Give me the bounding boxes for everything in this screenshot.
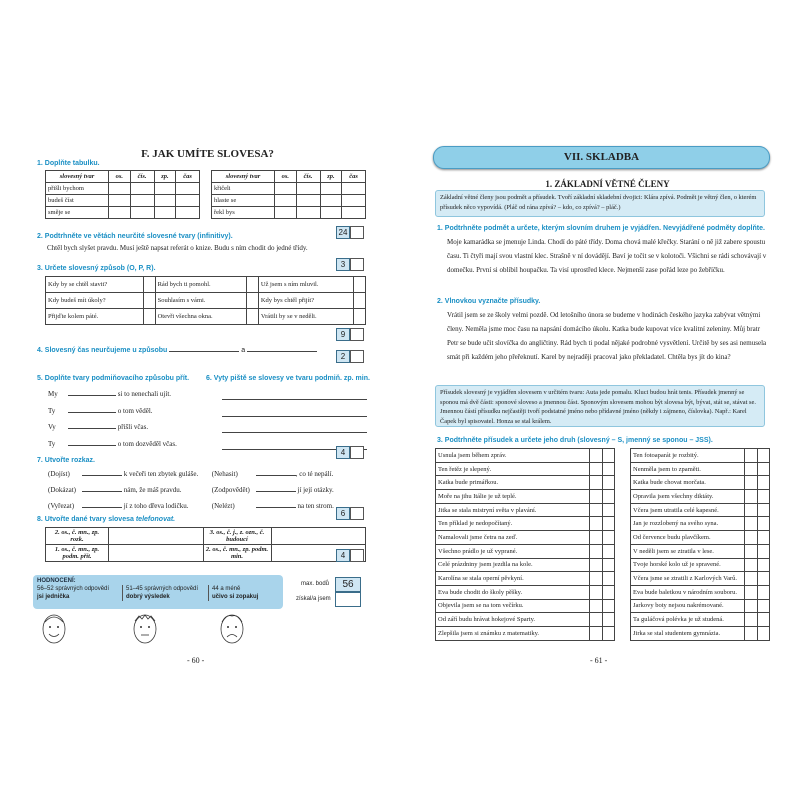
sentence-cell: V neděli jsem se ztratila v lese. bbox=[631, 544, 745, 558]
th-zp: zp. bbox=[154, 171, 176, 183]
table-row bbox=[436, 449, 615, 463]
table-row bbox=[436, 558, 615, 572]
rating-col bbox=[123, 585, 209, 601]
answer-cell[interactable] bbox=[320, 195, 342, 207]
ex7-verb: (Dokázat) bbox=[48, 486, 76, 494]
answer-cell[interactable] bbox=[745, 599, 757, 613]
ex3-max-points: 9 bbox=[336, 328, 350, 341]
ex7-rest: k večeři ten zbytek guláše. bbox=[123, 470, 199, 478]
answer-cell[interactable] bbox=[602, 490, 614, 504]
ex7-rest: jí z toho dřeva lodičku. bbox=[123, 502, 189, 510]
answer-cell[interactable] bbox=[602, 585, 614, 599]
table-row bbox=[631, 531, 770, 545]
answer-cell[interactable] bbox=[143, 309, 155, 325]
answer-cell[interactable] bbox=[246, 277, 258, 293]
ex7-verb: (Zodpovědět) bbox=[211, 486, 250, 494]
th-verb: slovesný tvar bbox=[46, 171, 109, 183]
answer-cell[interactable] bbox=[590, 462, 602, 476]
table-row bbox=[436, 503, 615, 517]
answer-cell[interactable] bbox=[130, 207, 154, 219]
table-row bbox=[436, 626, 615, 640]
ex6-answer-line[interactable] bbox=[222, 386, 367, 400]
sentence-cell: Karolína se stala operní pěvkyní. bbox=[436, 572, 590, 586]
table-row bbox=[631, 558, 770, 572]
answer-cell[interactable] bbox=[590, 449, 602, 463]
ex8-text: 8. Utvořte dané tvary slovesa bbox=[37, 516, 134, 523]
answer-cell[interactable] bbox=[590, 558, 602, 572]
mood-item: Kdy bys chtěl přijít? bbox=[258, 293, 353, 309]
chapter-title: VII. SKLADBA bbox=[563, 151, 640, 163]
ex4-and: a bbox=[241, 347, 246, 354]
sentence-cell: Od září budu hrávat hokejové Sparty. bbox=[436, 613, 590, 627]
answer-cell[interactable] bbox=[246, 309, 258, 325]
mood-item: Přijďte kolem páté. bbox=[46, 309, 144, 325]
answer-cell[interactable] bbox=[590, 503, 602, 517]
ex7-rest: jí její otázky. bbox=[297, 486, 334, 494]
predicate-table-left bbox=[435, 448, 615, 641]
sentence-cell: Jan je rozzlobený na svého syna. bbox=[631, 517, 745, 531]
answer-cell[interactable] bbox=[745, 490, 757, 504]
table-row bbox=[436, 531, 615, 545]
ex7-label: 7. Utvořte rozkaz. bbox=[37, 457, 95, 464]
ex2-max-points: 3 bbox=[336, 258, 350, 271]
answer-cell[interactable] bbox=[130, 183, 154, 195]
ex8-label bbox=[37, 516, 175, 523]
answer-cell[interactable] bbox=[757, 558, 769, 572]
answer-cell[interactable] bbox=[320, 183, 342, 195]
answer-cell[interactable] bbox=[109, 207, 131, 219]
ex7-blank[interactable] bbox=[256, 507, 296, 508]
sentence-cell: Ta guláčová polévka je už studená. bbox=[631, 613, 745, 627]
table-row bbox=[631, 544, 770, 558]
answer-cell[interactable] bbox=[109, 545, 204, 562]
th-os: os. bbox=[275, 171, 297, 183]
rating-verdict: učivo si zopakuj bbox=[212, 594, 259, 600]
sentence-cell: Namalovali jsme četra na zeď. bbox=[436, 531, 590, 545]
ex5-rest: přišli včas. bbox=[117, 423, 149, 431]
rating-verdict: dobrý výsledek bbox=[126, 594, 170, 600]
sentence-cell: Objevila jsem se na tom večírku. bbox=[436, 599, 590, 613]
ex6-lines bbox=[222, 386, 367, 450]
answer-cell[interactable] bbox=[342, 207, 366, 219]
answer-cell[interactable] bbox=[602, 449, 614, 463]
answer-cell[interactable] bbox=[296, 183, 320, 195]
th-zp: zp. bbox=[320, 171, 342, 183]
answer-cell[interactable] bbox=[590, 476, 602, 490]
max-points-value: 56 bbox=[335, 577, 361, 592]
rule-box-subject: Základní větné členy jsou podmět a přísudek. Tvoří základní skladební dvojici: Klára zpívá. Podmět je větný člen, o kterém přísudek něco vypovídá. (Pláč od rána zpívá? – kdo, co zpívá? – pláč.) bbox=[435, 190, 765, 217]
answer-cell[interactable] bbox=[757, 599, 769, 613]
answer-cell[interactable] bbox=[109, 528, 204, 545]
ex7-verb: (Dojíst) bbox=[48, 470, 70, 478]
answer-cell[interactable] bbox=[154, 207, 176, 219]
ex7-score-box[interactable] bbox=[350, 507, 364, 520]
answer-cell[interactable] bbox=[176, 207, 200, 219]
ex8-score-box[interactable] bbox=[350, 549, 364, 562]
r-ex3-label: 3. Podtrhněte přísudek a určete jeho druh (slovesný – S, jmenný se sponou – JSS). bbox=[437, 437, 713, 444]
answer-cell[interactable] bbox=[342, 195, 366, 207]
th-verb: slovesný tvar bbox=[212, 171, 275, 183]
sentence-cell: Zlepšila jsem si známku z matematiky. bbox=[436, 626, 590, 640]
ex5-blank[interactable] bbox=[68, 412, 116, 413]
answer-cell[interactable] bbox=[354, 293, 366, 309]
answer-cell[interactable] bbox=[602, 517, 614, 531]
answer-cell[interactable] bbox=[602, 613, 614, 627]
answer-cell[interactable] bbox=[154, 183, 176, 195]
answer-cell[interactable] bbox=[590, 613, 602, 627]
ex5-pronoun: Vy bbox=[48, 423, 56, 431]
ex1-score-box[interactable] bbox=[350, 226, 364, 239]
answer-cell[interactable] bbox=[757, 462, 769, 476]
ex1-label: 1. Doplňte tabulku. bbox=[37, 160, 100, 167]
ex8-form: 3. os., č. j., z. ozn., č. budoucí bbox=[203, 528, 271, 545]
ex8-form: 2. os., č. mn., zp. podm. min. bbox=[203, 545, 271, 562]
table-row bbox=[631, 503, 770, 517]
mood-item: Už jsem s ním mluvil. bbox=[258, 277, 353, 293]
table-row bbox=[436, 476, 615, 490]
rating-columns bbox=[37, 585, 279, 601]
ex5-blank[interactable] bbox=[68, 445, 116, 446]
answer-cell[interactable] bbox=[602, 558, 614, 572]
right-page bbox=[400, 0, 800, 800]
rating-range: 51–45 správných odpovědí bbox=[126, 586, 199, 592]
ex3-table bbox=[45, 276, 366, 325]
answer-cell[interactable] bbox=[130, 195, 154, 207]
ex5-blank[interactable] bbox=[68, 395, 116, 396]
ex4-blank-2[interactable] bbox=[247, 351, 317, 352]
th-os: os. bbox=[109, 171, 131, 183]
ex4-text: 4. Slovesný čas neurčujeme u způsobu bbox=[37, 347, 168, 354]
ex5-score-box[interactable] bbox=[350, 446, 364, 459]
predicate-table-right bbox=[630, 448, 770, 641]
ex7-row bbox=[48, 482, 368, 498]
rating-range: 44 a méně bbox=[212, 586, 241, 592]
ex5-blank[interactable] bbox=[68, 428, 116, 429]
table-row bbox=[436, 490, 615, 504]
rating-col bbox=[209, 585, 258, 601]
ex2-score-box[interactable] bbox=[350, 258, 364, 271]
sentence-cell: Moře na jihu Itálie je už teplé. bbox=[436, 490, 590, 504]
table-cell: budeš číst bbox=[46, 195, 109, 207]
answer-cell[interactable] bbox=[757, 449, 769, 463]
answer-cell[interactable] bbox=[275, 207, 297, 219]
sentence-cell: Všechno prádlo je už vyprané. bbox=[436, 544, 590, 558]
rating-col bbox=[37, 585, 123, 601]
ex4-label bbox=[37, 347, 317, 354]
sentence-cell: Katka bude primářkou. bbox=[436, 476, 590, 490]
got-points-label: získal/a jsem bbox=[296, 596, 331, 602]
answer-cell[interactable] bbox=[602, 572, 614, 586]
table-cell: řekl bys bbox=[212, 207, 275, 219]
answer-cell[interactable] bbox=[246, 293, 258, 309]
answer-cell[interactable] bbox=[176, 195, 200, 207]
ex7-row bbox=[48, 498, 368, 514]
ex7-blank[interactable] bbox=[82, 491, 122, 492]
table-row bbox=[631, 626, 770, 640]
table-row bbox=[631, 462, 770, 476]
table-row bbox=[631, 613, 770, 627]
mood-item: Vrátili by se v neděli. bbox=[258, 309, 353, 325]
rating-box bbox=[33, 575, 283, 609]
answer-cell[interactable] bbox=[602, 503, 614, 517]
rating-verdict: jsi jednička bbox=[37, 594, 70, 600]
ex1-table-left bbox=[45, 170, 200, 219]
r-ex2-text: Vrátil jsem se ze školy velmi pozdě. Od letošního února se budeme v hodinách českého jazyka zabývat větnými členy. Neměla jsme moc času na napsání domácího úkolu. Katka bude kupovat více kvalitní zeleniny. Můj bratr Petr se bude učit slovíčka do angličtiny. Rád bych ti podal nějaké podrobné vysvětlení. Určitě by ses asi nemusela smát při každém jeho přeřeknutí. Karel by nejraději pracoval jako překladatel. Chtěla bys jít do kina? bbox=[447, 311, 767, 361]
table-row bbox=[436, 544, 615, 558]
got-points-box[interactable] bbox=[335, 592, 361, 607]
ex8-form: 2. os., č. mn., zp. rozk. bbox=[46, 528, 109, 545]
table-row bbox=[631, 517, 770, 531]
answer-cell[interactable] bbox=[745, 544, 757, 558]
ex7-blank[interactable] bbox=[82, 507, 122, 508]
answer-cell[interactable] bbox=[143, 293, 155, 309]
answer-cell[interactable] bbox=[602, 462, 614, 476]
r-ex1-label: 1. Podtrhněte podmět a určete, kterým slovním druhem je vyjádřen. Nevyjádřené podměty doplňte. bbox=[437, 225, 765, 232]
answer-cell[interactable] bbox=[602, 599, 614, 613]
th-cas: čas bbox=[176, 171, 200, 183]
table-row bbox=[631, 599, 770, 613]
table-cell: přišli bychom bbox=[46, 183, 109, 195]
ex8-verb: telefonovat. bbox=[135, 516, 176, 523]
answer-cell[interactable] bbox=[757, 544, 769, 558]
answer-cell[interactable] bbox=[757, 626, 769, 640]
answer-cell[interactable] bbox=[154, 195, 176, 207]
ex6-label: 6. Vyty piště se slovesy ve tvaru podmiň. zp. min. bbox=[206, 375, 370, 382]
ex7-row bbox=[48, 466, 368, 482]
neutral-face-icon bbox=[131, 612, 159, 646]
r-ex2-label: 2. Vlnovkou vyznačte přísudky. bbox=[437, 298, 541, 305]
max-points-label: max. bodů bbox=[301, 581, 330, 587]
table-cell: směje se bbox=[46, 207, 109, 219]
ex7-rest: nám, že máš pravdu. bbox=[123, 486, 182, 494]
ex4-max-points: 2 bbox=[336, 350, 350, 363]
ex7-blank[interactable] bbox=[82, 475, 122, 476]
answer-cell[interactable] bbox=[757, 531, 769, 545]
answer-cell[interactable] bbox=[745, 503, 757, 517]
answer-cell[interactable] bbox=[342, 183, 366, 195]
table-row bbox=[631, 572, 770, 586]
th-cas: čas bbox=[342, 171, 366, 183]
ex7-rest: na ten strom. bbox=[297, 502, 334, 510]
table-row bbox=[436, 613, 615, 627]
answer-cell[interactable] bbox=[745, 572, 757, 586]
ex5-row bbox=[48, 403, 213, 420]
sentence-cell: Ten příklad je nedopočítaný. bbox=[436, 517, 590, 531]
table-row bbox=[631, 476, 770, 490]
answer-cell[interactable] bbox=[109, 183, 131, 195]
sentence-cell: Od července budu plavčíkem. bbox=[631, 531, 745, 545]
answer-cell[interactable] bbox=[745, 585, 757, 599]
th-cis: čís. bbox=[296, 171, 320, 183]
ex6-answer-line[interactable] bbox=[222, 403, 367, 417]
answer-cell[interactable] bbox=[109, 195, 131, 207]
answer-cell[interactable] bbox=[296, 195, 320, 207]
ex4-blank-1[interactable] bbox=[169, 351, 239, 352]
sentence-cell: Opravila jsem všechny diktáty. bbox=[631, 490, 745, 504]
answer-cell[interactable] bbox=[354, 277, 366, 293]
answer-cell[interactable] bbox=[271, 528, 366, 545]
sentence-cell: Ten řetěz je slepený. bbox=[436, 462, 590, 476]
ex5-pronoun: My bbox=[48, 390, 58, 398]
answer-cell[interactable] bbox=[757, 517, 769, 531]
ex8-max-points: 4 bbox=[336, 549, 350, 562]
ex7-blank[interactable] bbox=[256, 475, 296, 476]
section-subtitle: 1. ZÁKLADNÍ VĚTNÉ ČLENY bbox=[545, 179, 670, 189]
sentence-cell: Jarkovy boty nejsou nakrémované. bbox=[631, 599, 745, 613]
page-number-right: - 61 - bbox=[590, 656, 608, 665]
ex3-score-box[interactable] bbox=[350, 328, 364, 341]
sentence-cell: Katka bude chovat morčata. bbox=[631, 476, 745, 490]
ex7-verb: (Nelézt) bbox=[211, 502, 235, 510]
r-ex1-text: Moje kamarádka se jmenuje Linda. Chodí do páté třídy. Doma chová malé křečky. Starání o ně již zabere spoustu času. Ti čtyři mají svou vlastní klec. Strašně v ní dovádějí. Baví je točit se v kolotoči. Všichni se rádi schovávají v domečku. První si oblíbil houpačku. Ta visí uprostřed klece. Nejmenší zase pořád leze po žebříčku. bbox=[447, 238, 767, 274]
answer-cell[interactable] bbox=[757, 503, 769, 517]
ex5-max-points: 4 bbox=[336, 446, 350, 459]
ex5-pronoun: Ty bbox=[48, 406, 56, 415]
mood-item: Kdy by se chtěl stavit? bbox=[46, 277, 144, 293]
ex7-verb: (Vyřezat) bbox=[48, 502, 75, 510]
answer-cell[interactable] bbox=[602, 544, 614, 558]
ex2-text: Chtěl bych slyšet pravdu. Musí ještě napsat referát o knize. Budu s ním chodit do jedné třídy. bbox=[47, 244, 308, 252]
ex5-row bbox=[48, 386, 213, 403]
answer-cell[interactable] bbox=[745, 449, 757, 463]
ex8-form: 1. os., č. mn., zp. podm. přít. bbox=[46, 545, 109, 562]
ex7-rows bbox=[48, 466, 368, 514]
mood-item: Otevři všechna okna. bbox=[155, 309, 246, 325]
answer-cell[interactable] bbox=[745, 626, 757, 640]
table-cell: křičeli bbox=[212, 183, 275, 195]
sad-face-icon bbox=[218, 612, 246, 646]
answer-cell[interactable] bbox=[296, 207, 320, 219]
answer-cell[interactable] bbox=[757, 613, 769, 627]
chapter-banner bbox=[433, 146, 770, 169]
ex7-max-points: 6 bbox=[336, 507, 350, 520]
answer-cell[interactable] bbox=[176, 183, 200, 195]
ex7-blank[interactable] bbox=[256, 491, 296, 492]
table-row bbox=[436, 462, 615, 476]
answer-cell[interactable] bbox=[590, 626, 602, 640]
answer-cell[interactable] bbox=[590, 572, 602, 586]
rating-title: HODNOCENÍ: bbox=[37, 578, 76, 584]
ex5-rest: si to nenechali ujít. bbox=[117, 390, 172, 398]
table-row bbox=[436, 517, 615, 531]
ex5-row bbox=[48, 419, 213, 436]
sentence-cell: Ten fotoaparát je rozbitý. bbox=[631, 449, 745, 463]
sentence-cell: Nenměla jsem to zpaměti. bbox=[631, 462, 745, 476]
answer-cell[interactable] bbox=[602, 476, 614, 490]
answer-cell[interactable] bbox=[590, 517, 602, 531]
answer-cell[interactable] bbox=[745, 462, 757, 476]
ex4-score-box[interactable] bbox=[350, 350, 364, 363]
answer-cell[interactable] bbox=[320, 207, 342, 219]
answer-cell[interactable] bbox=[590, 490, 602, 504]
answer-cell[interactable] bbox=[757, 572, 769, 586]
sentence-cell: Včera jsme se ztratili z Karlových Varů. bbox=[631, 572, 745, 586]
ex5-rest: o tom věděl. bbox=[117, 406, 153, 415]
answer-cell[interactable] bbox=[590, 531, 602, 545]
rule-box-predicate: Přísudek slovesný je vyjádřen slovesem v určitém tvaru: Auta jede pomalu. Kluci budou hrát tenis. Přísudek jmenný se sponou má dvě části: sponové sloveso a jmennou část. Sponovým slovesem mohou být slovesa být, bývat, stát se, stávat se. Jmennou částí přísudku nejčastěji tvoří podstatné jméno nebo přídavné jméno (někdy i zájmeno, číslovka). Např.: Karel Čapek byl spisovatel. Honza se stal králem. bbox=[435, 385, 765, 427]
table-row bbox=[436, 572, 615, 586]
left-page-title: F. JAK UMÍTE SLOVESA? bbox=[141, 148, 274, 160]
ex5-rows bbox=[48, 386, 213, 452]
ex6-answer-line[interactable] bbox=[222, 419, 367, 433]
answer-cell[interactable] bbox=[590, 544, 602, 558]
ex7-rest: , co té nepálí. bbox=[295, 470, 334, 478]
ex7-verb: (Nehasit) bbox=[211, 470, 238, 478]
answer-cell[interactable] bbox=[354, 309, 366, 325]
table-row bbox=[631, 585, 770, 599]
table-cell: hlaste se bbox=[212, 195, 275, 207]
ex5-label: 5. Doplňte tvary podmiňovacího způsobu přít. bbox=[37, 375, 190, 382]
sentence-cell: Jitka se stala mistryní světa v plavání. bbox=[436, 503, 590, 517]
sentence-cell: Eva bude baletkou v národním souboru. bbox=[631, 585, 745, 599]
rating-range: 56–52 správných odpovědí bbox=[37, 586, 110, 592]
table-row bbox=[631, 449, 770, 463]
page-number-left: - 60 - bbox=[187, 656, 205, 665]
sentence-cell: Tvoje horské kolo už je spravené. bbox=[631, 558, 745, 572]
ex5-rest: o tom dozvěděl včas. bbox=[117, 439, 177, 448]
answer-cell[interactable] bbox=[757, 476, 769, 490]
mood-item: Rád bych ti pomohl. bbox=[155, 277, 246, 293]
ex8-table bbox=[45, 527, 366, 562]
ex5-row bbox=[48, 436, 213, 453]
answer-cell[interactable] bbox=[745, 558, 757, 572]
answer-cell[interactable] bbox=[745, 476, 757, 490]
answer-cell[interactable] bbox=[590, 585, 602, 599]
mood-item: Souhlasím s vámi. bbox=[155, 293, 246, 309]
answer-cell[interactable] bbox=[275, 183, 297, 195]
ex5-pronoun: Ty bbox=[48, 439, 56, 448]
sentence-cell: Včera jsem utratila celé kapesné. bbox=[631, 503, 745, 517]
sentence-cell: Eva bude chodit do školy pěšky. bbox=[436, 585, 590, 599]
sentence-cell: Jirka se stal studentem gymnázia. bbox=[631, 626, 745, 640]
answer-cell[interactable] bbox=[757, 490, 769, 504]
mood-item: Kdy budeš mít úkoly? bbox=[46, 293, 144, 309]
ex1-max-points: 24 bbox=[336, 226, 350, 239]
ex3-label: 3. Určete slovesný způsob (O, P, R). bbox=[37, 265, 156, 272]
answer-cell[interactable] bbox=[602, 531, 614, 545]
ex1-table-right bbox=[211, 170, 366, 219]
answer-cell[interactable] bbox=[143, 277, 155, 293]
happy-face-icon bbox=[40, 612, 68, 646]
answer-cell[interactable] bbox=[745, 531, 757, 545]
th-cis: čís. bbox=[130, 171, 154, 183]
answer-cell[interactable] bbox=[590, 599, 602, 613]
answer-cell[interactable] bbox=[745, 613, 757, 627]
answer-cell[interactable] bbox=[602, 626, 614, 640]
table-row bbox=[436, 585, 615, 599]
ex2-label: 2. Podtrhněte ve větách neurčité slovesné tvary (infinitivy). bbox=[37, 233, 233, 240]
answer-cell[interactable] bbox=[757, 585, 769, 599]
table-row bbox=[436, 599, 615, 613]
answer-cell[interactable] bbox=[275, 195, 297, 207]
table-row bbox=[631, 490, 770, 504]
sentence-cell: Celé prázdniny jsem jezdila na kole. bbox=[436, 558, 590, 572]
answer-cell[interactable] bbox=[745, 517, 757, 531]
sentence-cell: Usnula jsem během zpráv. bbox=[436, 449, 590, 463]
